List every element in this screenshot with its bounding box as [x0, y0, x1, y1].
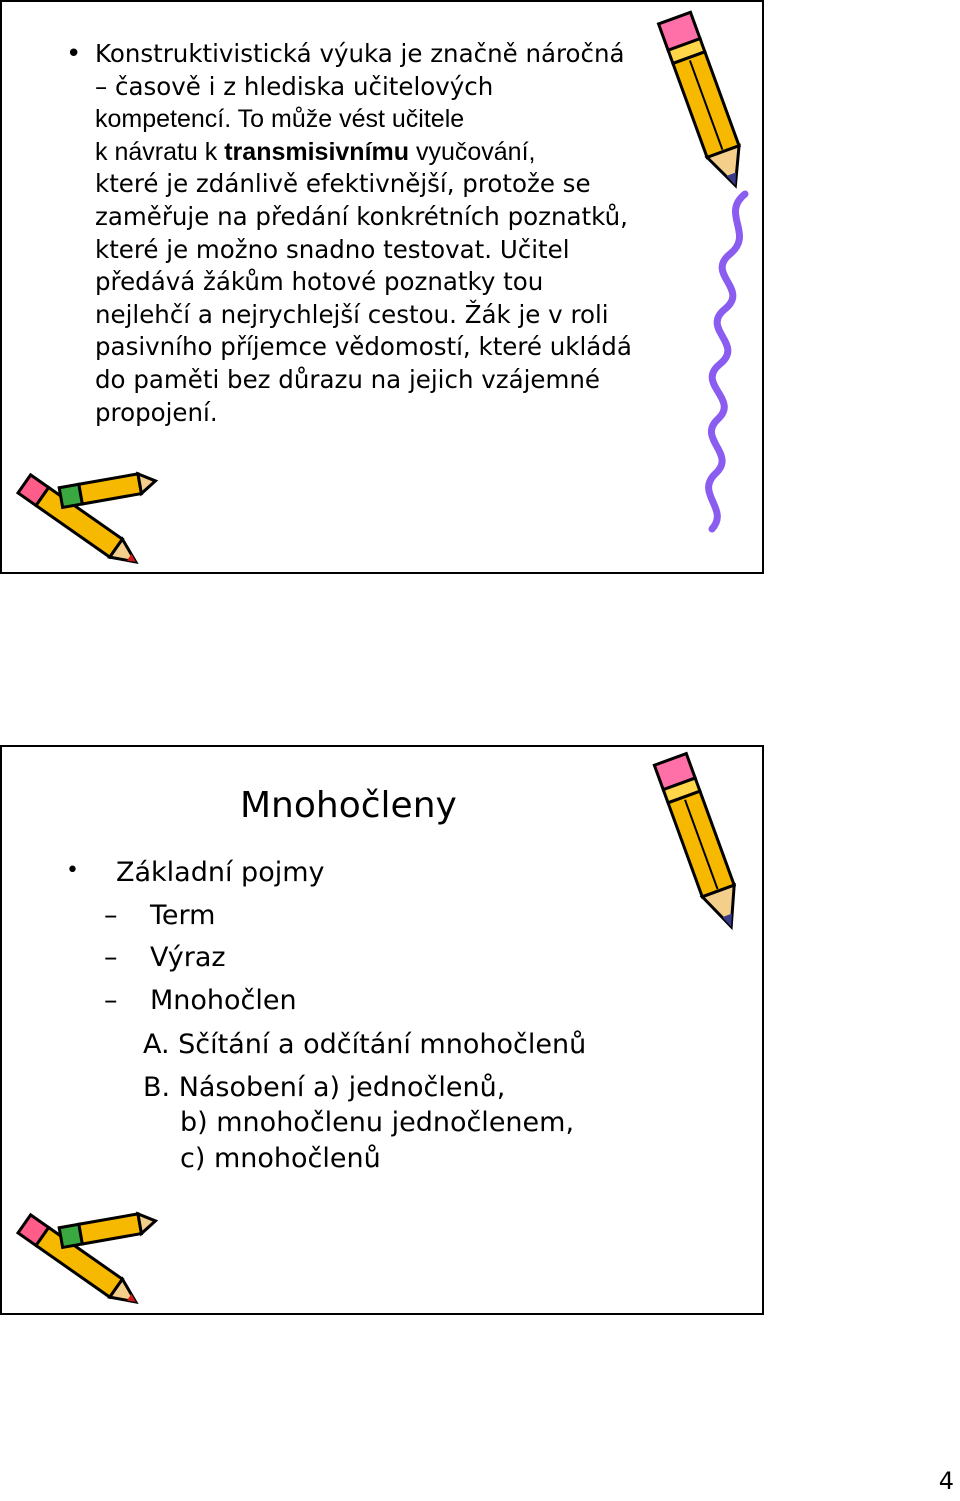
- item-a: A. Sčítání a odčítání mnohočlenů: [143, 1029, 587, 1060]
- text-line: propojení.: [95, 397, 218, 427]
- item-b: c) mnohočlenů: [180, 1143, 381, 1174]
- sub-item: Term: [150, 900, 216, 931]
- pencil-icon: [59, 471, 157, 507]
- squiggle-icon: [709, 194, 745, 529]
- bullet-marker: •: [66, 858, 79, 883]
- text-line: kompetencí. To může vést učitele: [95, 105, 465, 134]
- dash-marker: –: [104, 985, 118, 1016]
- item-b: b) mnohočlenu jednočlenem,: [180, 1107, 575, 1138]
- text-line: které je možno snadno testovat. Učitel: [95, 234, 570, 264]
- text-line: zaměřuje na předání konkrétních poznatků,: [95, 201, 628, 231]
- text-line: které je zdánlivě efektivnější, protože se: [95, 169, 591, 199]
- text-fragment: vyučování,: [409, 137, 536, 166]
- text-fragment: k návratu k: [95, 137, 225, 166]
- text-line: nejlehčí a nejrychlejší cestou. Žák je v roli: [95, 299, 609, 329]
- sub-item: Mnohočlen: [150, 985, 297, 1016]
- pencil-illustration: [630, 748, 760, 948]
- dash-marker: –: [104, 900, 118, 931]
- bold-term: transmisivnímu: [224, 137, 410, 166]
- slide-title: Mnohočleny: [240, 785, 457, 826]
- pencil-squiggle-illustration: [600, 4, 760, 544]
- crossed-pencils-illustration: [2, 462, 162, 570]
- sub-item: Výraz: [150, 942, 226, 973]
- pencil-icon: [654, 754, 747, 933]
- text-line: pasivního příjemce vědomostí, které ukládá: [95, 332, 632, 362]
- text-line: předává žákům hotové poznatky tou: [95, 267, 544, 297]
- bullet-label: Základní pojmy: [116, 857, 325, 888]
- text-line: do paměti bez důrazu na jejich vzájemné: [95, 364, 600, 394]
- text-line: – časově i z hlediska učitelových: [95, 71, 494, 101]
- dash-marker: –: [104, 942, 118, 973]
- item-b: B. Násobení a) jednočlenů,: [143, 1072, 506, 1103]
- bullet-marker: •: [66, 39, 82, 69]
- text-line: Konstruktivistická výuka je značně náročná: [95, 39, 625, 68]
- crossed-pencils-illustration: [2, 1202, 162, 1310]
- pencil-icon: [59, 1211, 157, 1247]
- page-number: 4: [938, 1467, 954, 1495]
- pencil-icon: [659, 12, 752, 191]
